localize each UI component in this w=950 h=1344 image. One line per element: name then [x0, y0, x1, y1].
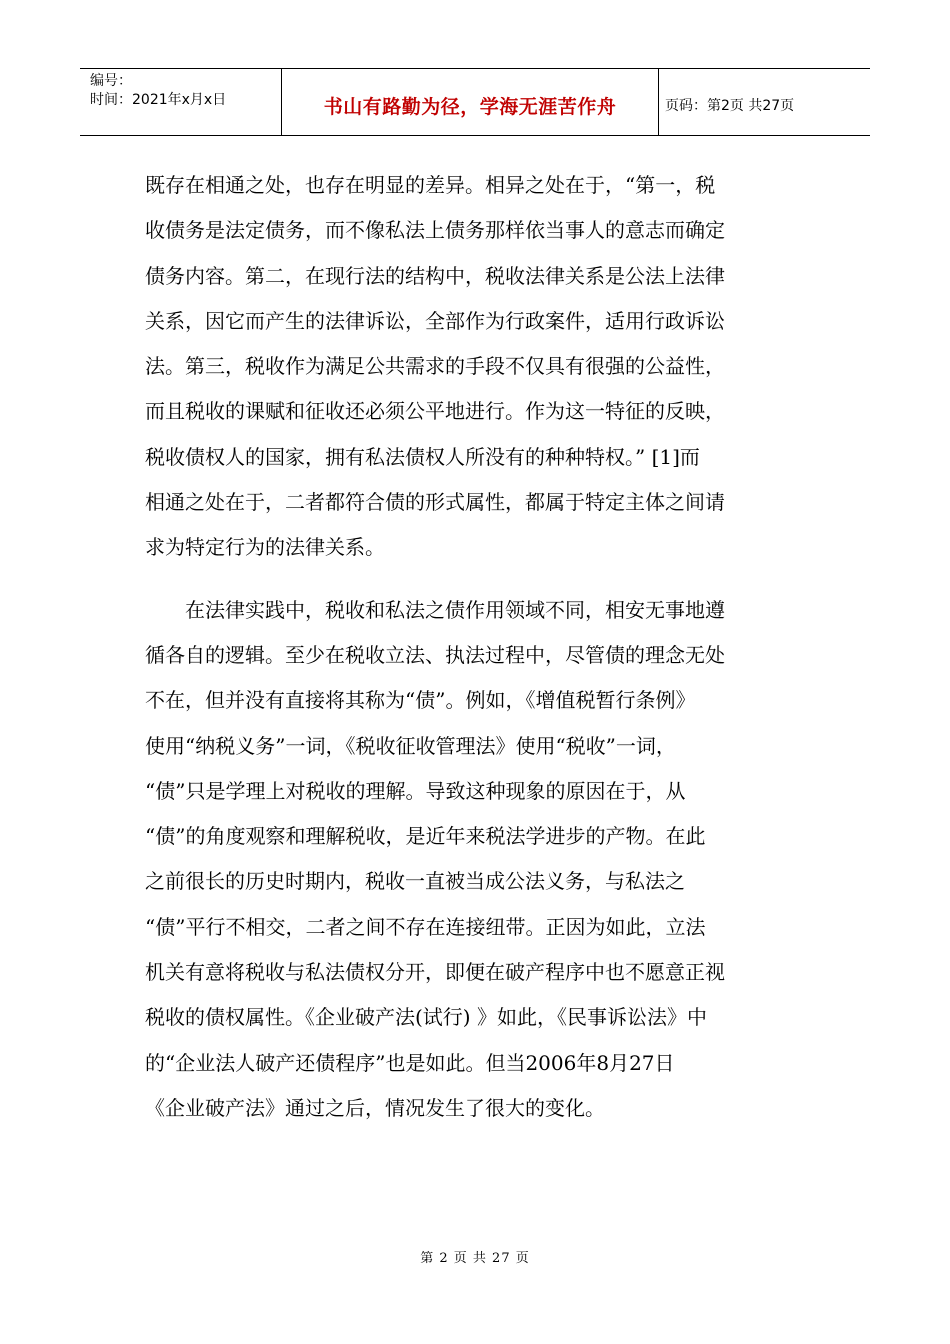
text-line: 收债务是法定债务，而不像私法上债务那样依当事人的意志而确定 [145, 218, 725, 243]
text-line: 而且税收的课赋和征收还必须公平地进行。作为这一特征的反映， [145, 399, 725, 424]
text-line: 法。第三，税收作为满足公共需求的手段不仅具有很强的公益性， [145, 354, 725, 379]
page-header [80, 68, 870, 136]
text-line: 债务内容。第二，在现行法的结构中，税收法律关系是公法上法律 [145, 263, 725, 288]
header-meta-cell [80, 69, 282, 135]
text-line: “债”的角度观察和理解税收，是近年来税法学进步的产物。在此 [145, 824, 706, 849]
text-line: 循各自的逻辑。至少在税收立法、执法过程中，尽管债的理念无处 [145, 642, 725, 667]
header-page-info: 页码：第2页 共27页 [665, 98, 795, 114]
text-line: 关系，因它而产生的法律诉讼，全部作为行政案件，适用行政诉讼 [145, 308, 725, 333]
text-line: 相通之处在于，二者都符合债的形式属性，都属于特定主体之间请 [145, 490, 725, 515]
header-motto-cell [282, 69, 659, 135]
header-motto: 书山有路勤为径，学海无涯苦作舟 [323, 95, 617, 118]
document-number-label: 编号： [90, 73, 132, 89]
text-line: 税收债权人的国家，拥有私法债权人所没有的种种特权。” [1]而 [145, 444, 700, 469]
text-line: “债”平行不相交，二者之间不存在连接纽带。正因为如此，立法 [145, 914, 706, 939]
header-page-cell [659, 69, 870, 135]
text-line: 机关有意将税收与私法债权分开，即便在破产程序中也不愿意正视 [145, 960, 725, 985]
text-line: 《企业破产法》通过之后，情况发生了很大的变化。 [145, 1095, 605, 1120]
text-line: 不在，但并没有直接将其称为“债”。例如，《增值税暂行条例》 [145, 688, 696, 713]
text-line: 求为特定行为的法律关系。 [145, 535, 385, 560]
paragraph-1 [145, 163, 810, 571]
document-body [145, 163, 810, 1131]
page-footer: 第 2 页 共 27 页 [420, 1251, 530, 1266]
text-line: “债”只是学理上对税收的理解。导致这种现象的原因在于，从 [145, 778, 686, 803]
text-line: 之前很长的历史时期内，税收一直被当成公法义务，与私法之 [145, 869, 685, 894]
text-line: 税收的债权属性。《企业破产法(试行) 》如此，《民事诉讼法》中 [145, 1005, 707, 1030]
paragraph-2 [145, 588, 810, 1132]
text-line: 既存在相通之处，也存在明显的差异。相异之处在于，“第一，税 [145, 173, 716, 197]
document-time-label: 时间：2021年x月x日 [90, 92, 227, 108]
text-line: 的“企业法人破产还债程序”也是如此。但当2006年8月27日 [145, 1050, 675, 1075]
paragraph-gap [145, 571, 810, 588]
text-line: 在法律实践中，税收和私法之债作用领域不同，相安无事地遵 [145, 597, 725, 622]
text-line: 使用“纳税义务”一词，《税收征收管理法》使用“税收”一词， [145, 733, 676, 758]
